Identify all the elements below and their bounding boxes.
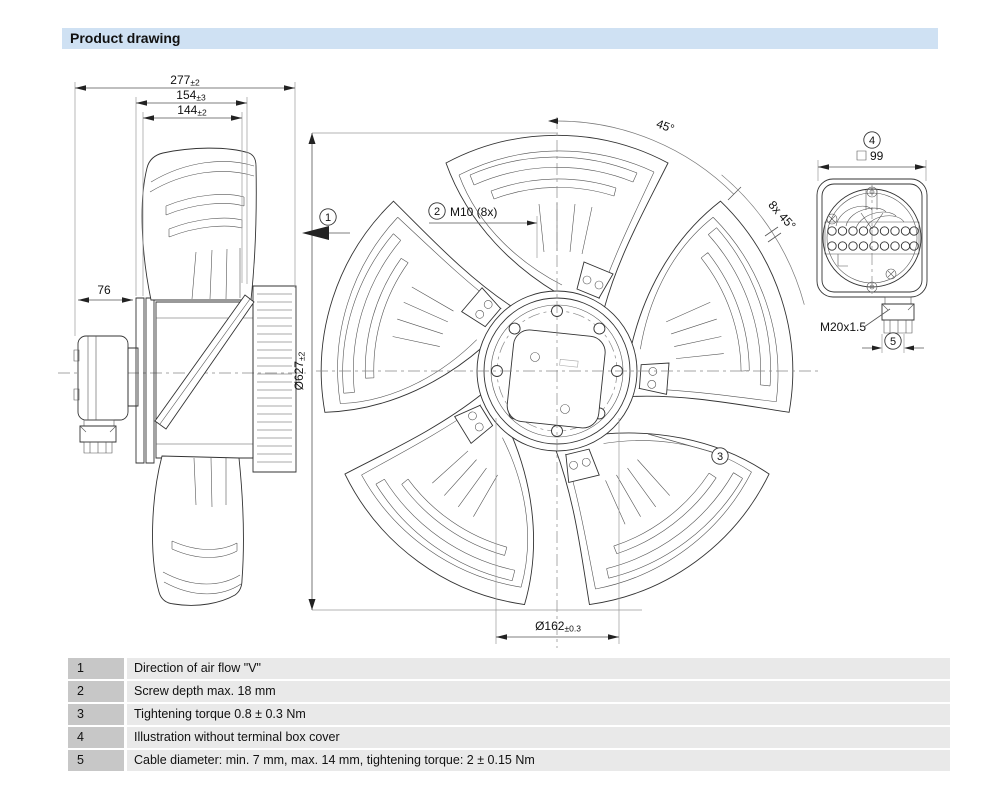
legend-row-text: Direction of air flow "V" <box>127 658 950 679</box>
dim-277-value: 277 <box>170 73 191 87</box>
box-width-label: 99 <box>870 149 884 163</box>
legend-row <box>68 658 950 679</box>
legend-row <box>68 681 950 702</box>
legend-row <box>68 750 950 771</box>
legend-row <box>68 727 950 748</box>
dim-154-value: 154 <box>176 88 197 102</box>
legend-row <box>68 704 950 725</box>
angle-45-label: 45° <box>654 116 677 136</box>
legend-row-text: Illustration without terminal box cover <box>127 727 950 748</box>
callout-1 <box>302 209 350 240</box>
callout-5-number: 5 <box>889 336 897 348</box>
square-symbol <box>857 151 866 160</box>
svg-text:144±2 <box>177 103 207 118</box>
angle-8x45-label: 8x 45° <box>765 197 799 233</box>
callout-4-number: 4 <box>868 135 876 147</box>
gland-thread-label: M20x1.5 <box>820 320 867 334</box>
dim-627-tolerance: ±2 <box>296 351 307 362</box>
dim-76-value: 76 <box>97 283 111 297</box>
terminal-cover-plate <box>506 328 607 429</box>
callout-3-number: 3 <box>716 451 724 463</box>
legend-row-text: Tightening torque 0.8 ± 0.3 Nm <box>127 704 950 725</box>
legend-table <box>68 658 950 773</box>
dim-162-tolerance: ±0.3 <box>564 623 581 634</box>
svg-text:Ø627±2 <box>292 351 307 390</box>
dim-162-value: Ø162 <box>535 619 565 633</box>
svg-text:154±3 <box>176 88 206 103</box>
svg-text:Ø162±0.3 <box>535 619 581 634</box>
callout-2-number: 2 <box>433 206 441 218</box>
air-flow-arrow <box>302 226 329 240</box>
mounting-thread-label: M10 (8x) <box>450 205 498 219</box>
legend-row-number: 3 <box>68 704 124 725</box>
page-title: Product drawing <box>70 30 181 46</box>
legend-row-number: 2 <box>68 681 124 702</box>
cable-gland <box>882 297 914 333</box>
dim-277-tolerance: ±2 <box>190 77 200 88</box>
legend-row-number: 5 <box>68 750 124 771</box>
dim-144-tolerance: ±2 <box>197 107 207 118</box>
side-view <box>58 148 306 605</box>
legend-row-text: Screw depth max. 18 mm <box>127 681 950 702</box>
legend-row-text: Cable diameter: min. 7 mm, max. 14 mm, tightening torque: 2 ± 0.15 Nm <box>127 750 950 771</box>
terminal-box-view <box>817 132 927 353</box>
legend-row-number: 1 <box>68 658 124 679</box>
dim-144-value: 144 <box>177 103 198 117</box>
dim-627-value: Ø627 <box>292 361 306 391</box>
callout-1-number: 1 <box>324 212 332 224</box>
svg-text:277±2 <box>170 73 200 88</box>
dimension-box-depth-76 <box>78 283 133 303</box>
legend-row-number: 4 <box>68 727 124 748</box>
dim-154-tolerance: ±3 <box>196 92 206 103</box>
